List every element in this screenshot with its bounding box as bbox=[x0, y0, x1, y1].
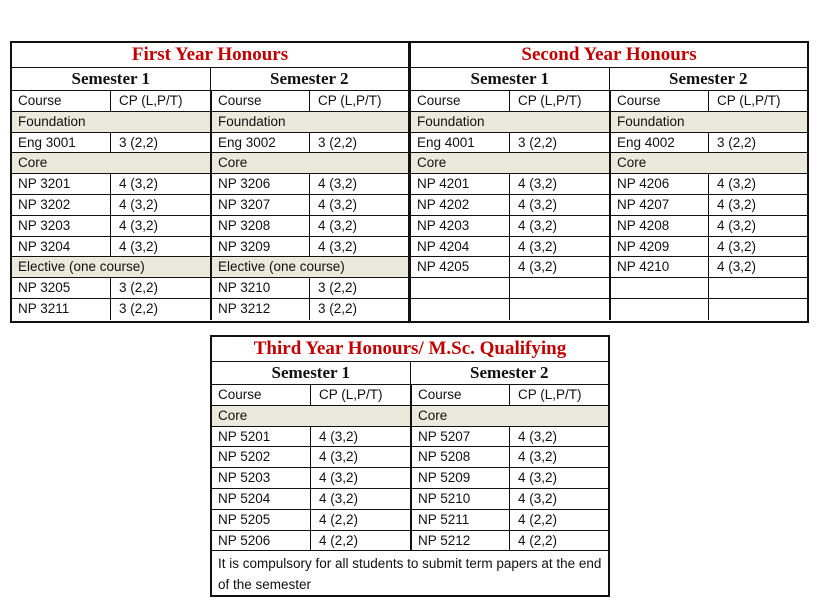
course-code: NP 3204 bbox=[12, 237, 111, 257]
course-code: NP 3208 bbox=[212, 216, 310, 236]
column-header-row bbox=[12, 91, 408, 112]
section-label: Foundation bbox=[12, 112, 210, 132]
empty-cell bbox=[611, 278, 709, 298]
section-label: Foundation bbox=[411, 112, 609, 132]
semester-1-heading: Semester 1 bbox=[271, 363, 351, 382]
course-code: NP 5201 bbox=[212, 427, 311, 447]
table-row bbox=[212, 510, 608, 531]
semester-2-heading: Semester 2 bbox=[410, 362, 609, 384]
credit-points: 4 (3,2) bbox=[717, 176, 757, 192]
table-row bbox=[12, 133, 408, 154]
credit-points: 4 (2,2) bbox=[518, 532, 558, 548]
credit-points: 4 (3,2) bbox=[518, 176, 558, 192]
course-code: NP 3212 bbox=[212, 299, 310, 320]
section-row-core bbox=[212, 406, 608, 427]
credit-points: 4 (3,2) bbox=[119, 176, 159, 192]
course-code: NP 4207 bbox=[611, 195, 709, 215]
empty-cell bbox=[611, 299, 709, 320]
course-header: Course bbox=[212, 385, 311, 405]
credit-points: 4 (3,2) bbox=[518, 196, 558, 212]
course-code: NP 3207 bbox=[212, 195, 310, 215]
credit-points: 4 (3,2) bbox=[518, 259, 558, 275]
table-row bbox=[411, 237, 807, 258]
column-header-row bbox=[411, 91, 807, 112]
credit-points: 4 (3,2) bbox=[717, 238, 757, 254]
semester-2-heading: Semester 2 bbox=[609, 68, 808, 90]
course-code: NP 5210 bbox=[412, 489, 510, 509]
section-label: Elective (one course) bbox=[12, 257, 210, 277]
table-row bbox=[212, 447, 608, 468]
table-row bbox=[212, 489, 608, 510]
cp-header: CP (L,P/T) bbox=[518, 387, 582, 402]
second-year-semester-header bbox=[411, 68, 807, 91]
second-year-table bbox=[409, 41, 809, 323]
credit-points: 3 (2,2) bbox=[318, 280, 358, 296]
course-code: NP 3209 bbox=[212, 237, 310, 257]
section-label: Core bbox=[212, 406, 410, 426]
table-row bbox=[12, 216, 408, 237]
course-code: NP 3201 bbox=[12, 174, 111, 194]
table-row bbox=[12, 195, 408, 216]
section-label: Core bbox=[212, 153, 408, 173]
credit-points: 3 (2,2) bbox=[318, 300, 358, 316]
credit-points: 4 (3,2) bbox=[319, 428, 359, 444]
course-code: NP 4203 bbox=[411, 216, 510, 236]
empty-row bbox=[411, 278, 807, 299]
section-row-elective bbox=[12, 257, 408, 278]
course-code: NP 4204 bbox=[411, 237, 510, 257]
credit-points: 4 (3,2) bbox=[518, 490, 558, 506]
course-code: NP 3206 bbox=[212, 174, 310, 194]
credit-points: 4 (2,2) bbox=[319, 511, 359, 527]
credit-points: 4 (3,2) bbox=[119, 238, 159, 254]
table-row bbox=[212, 427, 608, 448]
course-code: Eng 3002 bbox=[212, 133, 310, 153]
course-code: NP 3203 bbox=[12, 216, 111, 236]
credit-points: 3 (2,2) bbox=[717, 134, 757, 150]
course-header: Course bbox=[611, 91, 709, 111]
course-code: NP 5207 bbox=[412, 427, 510, 447]
table-row bbox=[12, 237, 408, 258]
credit-points: 3 (2,2) bbox=[518, 134, 558, 150]
table-row bbox=[212, 531, 608, 552]
course-code: NP 4202 bbox=[411, 195, 510, 215]
course-header: Course bbox=[212, 91, 310, 111]
credit-points: 4 (3,2) bbox=[318, 196, 358, 212]
empty-cell bbox=[510, 278, 609, 298]
section-label: Elective (one course) bbox=[212, 257, 408, 277]
course-code: NP 5206 bbox=[212, 531, 311, 551]
course-header: Course bbox=[411, 91, 510, 111]
credit-points: 4 (3,2) bbox=[717, 259, 757, 275]
semester-2-heading: Semester 2 bbox=[210, 68, 409, 90]
empty-cell bbox=[411, 299, 510, 320]
cp-header: CP (L,P/T) bbox=[319, 387, 383, 402]
table-row bbox=[12, 299, 408, 320]
course-code: NP 5211 bbox=[412, 510, 510, 530]
section-label: Foundation bbox=[212, 112, 408, 132]
table-row bbox=[411, 133, 807, 154]
credit-points: 4 (3,2) bbox=[717, 217, 757, 233]
empty-cell bbox=[709, 278, 807, 298]
course-code: NP 3202 bbox=[12, 195, 111, 215]
credit-points: 4 (3,2) bbox=[319, 449, 359, 465]
credit-points: 4 (3,2) bbox=[318, 238, 358, 254]
course-code: NP 5204 bbox=[212, 489, 311, 509]
section-label: Core bbox=[12, 153, 210, 173]
table-row bbox=[411, 216, 807, 237]
course-code: NP 3210 bbox=[212, 278, 310, 298]
cp-header: CP (L,P/T) bbox=[717, 93, 781, 108]
credit-points: 4 (3,2) bbox=[119, 217, 159, 233]
section-label: Core bbox=[611, 153, 807, 173]
section-row-foundation bbox=[411, 112, 807, 133]
course-code: NP 5203 bbox=[212, 468, 311, 488]
course-code: NP 4205 bbox=[411, 257, 510, 277]
column-header-row bbox=[212, 385, 608, 406]
course-header: Course bbox=[12, 91, 111, 111]
course-code: Eng 4002 bbox=[611, 133, 709, 153]
credit-points: 4 (3,2) bbox=[518, 470, 558, 486]
course-code: NP 3211 bbox=[12, 299, 111, 320]
first-year-semester-header bbox=[12, 68, 408, 91]
credit-points: 4 (3,2) bbox=[518, 238, 558, 254]
table-row bbox=[12, 278, 408, 299]
credit-points: 4 (3,2) bbox=[119, 196, 159, 212]
credit-points: 4 (3,2) bbox=[518, 449, 558, 465]
credit-points: 4 (3,2) bbox=[518, 217, 558, 233]
table-row bbox=[411, 257, 807, 278]
third-year-title: Third Year Honours/ M.Sc. Qualifying bbox=[212, 337, 608, 362]
empty-cell bbox=[510, 299, 609, 320]
third-year-table bbox=[210, 335, 610, 597]
credit-points: 3 (2,2) bbox=[119, 280, 159, 296]
credit-points: 4 (3,2) bbox=[318, 217, 358, 233]
credit-points: 4 (3,2) bbox=[319, 470, 359, 486]
course-code: NP 5209 bbox=[412, 468, 510, 488]
credit-points: 3 (2,2) bbox=[119, 134, 159, 150]
section-label: Foundation bbox=[611, 112, 807, 132]
course-code: NP 4210 bbox=[611, 257, 709, 277]
second-year-title: Second Year Honours bbox=[411, 43, 807, 68]
section-label: Core bbox=[412, 406, 608, 426]
table-row bbox=[411, 195, 807, 216]
credit-points: 4 (3,2) bbox=[319, 490, 359, 506]
course-code: NP 4208 bbox=[611, 216, 709, 236]
credit-points: 3 (2,2) bbox=[119, 300, 159, 316]
cp-header: CP (L,P/T) bbox=[119, 93, 183, 108]
course-code: NP 3205 bbox=[12, 278, 111, 298]
credit-points: 4 (2,2) bbox=[518, 511, 558, 527]
cp-header: CP (L,P/T) bbox=[518, 93, 582, 108]
course-code: NP 5202 bbox=[212, 447, 311, 467]
course-header: Course bbox=[412, 385, 510, 405]
course-code: NP 5205 bbox=[212, 510, 311, 530]
credit-points: 4 (2,2) bbox=[319, 532, 359, 548]
credit-points: 4 (3,2) bbox=[518, 428, 558, 444]
table-row bbox=[411, 174, 807, 195]
course-code: NP 5212 bbox=[412, 531, 510, 551]
third-year-semester-header bbox=[212, 362, 608, 385]
first-year-title: First Year Honours bbox=[12, 43, 408, 68]
course-code: NP 5208 bbox=[412, 447, 510, 467]
course-code: Eng 3001 bbox=[12, 133, 111, 153]
table-row bbox=[12, 174, 408, 195]
empty-row bbox=[411, 299, 807, 320]
cp-header: CP (L,P/T) bbox=[318, 93, 382, 108]
first-year-table bbox=[10, 41, 410, 323]
credit-points: 4 (3,2) bbox=[717, 196, 757, 212]
semester-1-heading: Semester 1 bbox=[71, 69, 151, 88]
empty-cell bbox=[411, 278, 510, 298]
empty-cell bbox=[709, 299, 807, 320]
credit-points: 4 (3,2) bbox=[318, 176, 358, 192]
course-code: NP 4206 bbox=[611, 174, 709, 194]
section-row-foundation bbox=[12, 112, 408, 133]
section-row-core bbox=[411, 153, 807, 174]
semester-1-heading: Semester 1 bbox=[470, 69, 550, 88]
course-code: NP 4209 bbox=[611, 237, 709, 257]
course-code: Eng 4001 bbox=[411, 133, 510, 153]
table-row bbox=[212, 468, 608, 489]
section-label: Core bbox=[411, 153, 609, 173]
course-code: NP 4201 bbox=[411, 174, 510, 194]
term-paper-note: It is compulsory for all students to submit term papers at the end of the semester bbox=[218, 556, 602, 593]
credit-points: 3 (2,2) bbox=[318, 134, 358, 150]
section-row-core bbox=[12, 153, 408, 174]
